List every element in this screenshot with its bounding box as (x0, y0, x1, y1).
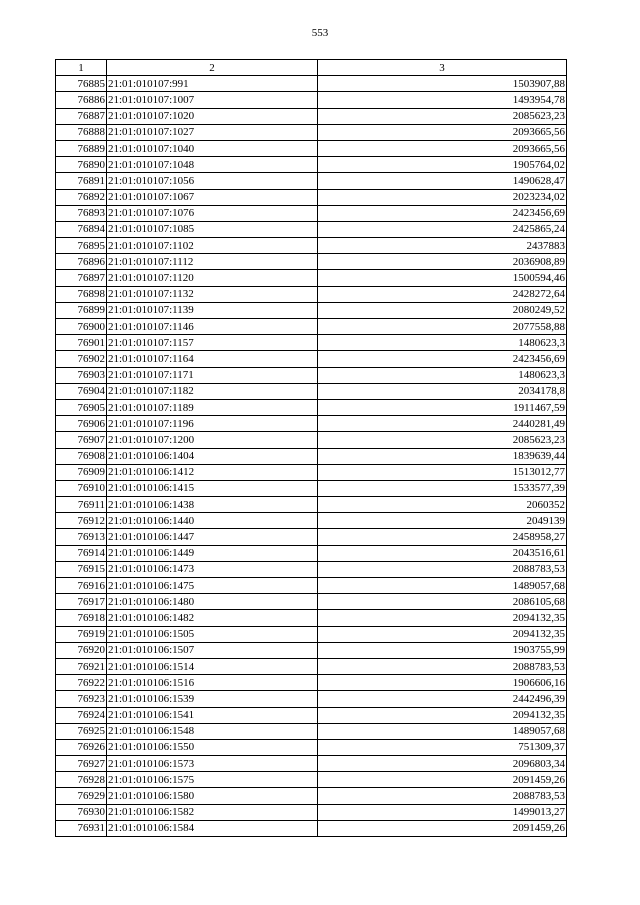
value-cell: 751309,37 (318, 739, 567, 755)
value-cell: 2094132,35 (318, 707, 567, 723)
table-row (56, 319, 567, 335)
cadastral-number-cell: 21:01:010106:1482 (107, 610, 318, 626)
value-cell: 1489057,68 (318, 723, 567, 739)
row-number-cell: 76919 (56, 626, 107, 642)
row-number-cell: 76896 (56, 254, 107, 270)
table-row (56, 351, 567, 367)
cadastral-number-cell: 21:01:010107:1157 (107, 335, 318, 351)
value-cell: 1480623,3 (318, 367, 567, 383)
row-number-cell: 76904 (56, 383, 107, 399)
table-row (56, 399, 567, 415)
cadastral-number-cell: 21:01:010107:1027 (107, 124, 318, 140)
cadastral-number-cell: 21:01:010106:1550 (107, 739, 318, 755)
value-cell: 2088783,53 (318, 658, 567, 674)
row-number-cell: 76901 (56, 335, 107, 351)
row-number-cell: 76914 (56, 545, 107, 561)
table-header-row (56, 60, 567, 76)
row-number-cell: 76909 (56, 464, 107, 480)
cadastral-number-cell: 21:01:010106:1548 (107, 723, 318, 739)
row-number-cell: 76894 (56, 221, 107, 237)
cadastral-number-cell: 21:01:010106:1480 (107, 594, 318, 610)
table-row (56, 578, 567, 594)
row-number-cell: 76887 (56, 108, 107, 124)
row-number-cell: 76911 (56, 497, 107, 513)
value-cell: 2423456,69 (318, 351, 567, 367)
row-number-cell: 76892 (56, 189, 107, 205)
value-cell: 2077558,88 (318, 319, 567, 335)
value-cell: 2437883 (318, 238, 567, 254)
table-row (56, 270, 567, 286)
table-row (56, 157, 567, 173)
cadastral-number-cell: 21:01:010107:1085 (107, 221, 318, 237)
value-cell: 2093665,56 (318, 124, 567, 140)
row-number-cell: 76917 (56, 594, 107, 610)
value-cell: 1905764,02 (318, 157, 567, 173)
value-cell: 1480623,3 (318, 335, 567, 351)
row-number-cell: 76897 (56, 270, 107, 286)
value-cell: 1503907,88 (318, 76, 567, 92)
value-cell: 2091459,26 (318, 772, 567, 788)
value-cell: 2428272,64 (318, 286, 567, 302)
row-number-cell: 76920 (56, 642, 107, 658)
table-row (56, 739, 567, 755)
value-cell: 2458958,27 (318, 529, 567, 545)
row-number-cell: 76890 (56, 157, 107, 173)
row-number-cell: 76891 (56, 173, 107, 189)
value-cell: 2043516,61 (318, 545, 567, 561)
table-row (56, 76, 567, 92)
row-number-cell: 76921 (56, 658, 107, 674)
table-row (56, 254, 567, 270)
row-number-cell: 76908 (56, 448, 107, 464)
table-row (56, 529, 567, 545)
value-cell: 1500594,46 (318, 270, 567, 286)
data-table (55, 59, 567, 837)
row-number-cell: 76931 (56, 820, 107, 836)
cadastral-number-cell: 21:01:010106:1575 (107, 772, 318, 788)
value-cell: 2088783,53 (318, 561, 567, 577)
table-row (56, 594, 567, 610)
cadastral-number-cell: 21:01:010107:1200 (107, 432, 318, 448)
row-number-cell: 76916 (56, 578, 107, 594)
cadastral-number-cell: 21:01:010106:1507 (107, 642, 318, 658)
row-number-cell: 76899 (56, 302, 107, 318)
cadastral-number-cell: 21:01:010106:1438 (107, 497, 318, 513)
value-cell: 1903755,99 (318, 642, 567, 658)
cadastral-number-cell: 21:01:010107:1056 (107, 173, 318, 189)
cadastral-number-cell: 21:01:010107:1040 (107, 140, 318, 156)
row-number-cell: 76885 (56, 76, 107, 92)
column-header-3: 3 (318, 60, 567, 76)
table-row (56, 92, 567, 108)
cadastral-number-cell: 21:01:010106:1447 (107, 529, 318, 545)
value-cell: 2091459,26 (318, 820, 567, 836)
table-row (56, 286, 567, 302)
value-cell: 2085623,23 (318, 108, 567, 124)
cadastral-number-cell: 21:01:010107:1146 (107, 319, 318, 335)
cadastral-number-cell: 21:01:010107:1132 (107, 286, 318, 302)
row-number-cell: 76923 (56, 691, 107, 707)
value-cell: 2086105,68 (318, 594, 567, 610)
table-row (56, 448, 567, 464)
cadastral-number-cell: 21:01:010107:1102 (107, 238, 318, 254)
cadastral-number-cell: 21:01:010107:1120 (107, 270, 318, 286)
table-row (56, 189, 567, 205)
table-row (56, 772, 567, 788)
table-row (56, 480, 567, 496)
cadastral-number-cell: 21:01:010107:1007 (107, 92, 318, 108)
table-row (56, 416, 567, 432)
table-row (56, 238, 567, 254)
value-cell: 2440281,49 (318, 416, 567, 432)
row-number-cell: 76910 (56, 480, 107, 496)
table-row (56, 804, 567, 820)
column-header-2: 2 (107, 60, 318, 76)
cadastral-number-cell: 21:01:010106:1516 (107, 675, 318, 691)
table-row (56, 610, 567, 626)
value-cell: 2085623,23 (318, 432, 567, 448)
cadastral-number-cell: 21:01:010106:1514 (107, 658, 318, 674)
table-row (56, 464, 567, 480)
table-row (56, 335, 567, 351)
cadastral-number-cell: 21:01:010107:1048 (107, 157, 318, 173)
cadastral-number-cell: 21:01:010106:1473 (107, 561, 318, 577)
table-row (56, 756, 567, 772)
value-cell: 2442496,39 (318, 691, 567, 707)
cadastral-number-cell: 21:01:010106:1580 (107, 788, 318, 804)
row-number-cell: 76905 (56, 399, 107, 415)
table-body (56, 76, 567, 837)
row-number-cell: 76889 (56, 140, 107, 156)
row-number-cell: 76902 (56, 351, 107, 367)
table-row (56, 140, 567, 156)
value-cell: 2096803,34 (318, 756, 567, 772)
value-cell: 1839639,44 (318, 448, 567, 464)
value-cell: 1493954,78 (318, 92, 567, 108)
row-number-cell: 76927 (56, 756, 107, 772)
cadastral-number-cell: 21:01:010107:1112 (107, 254, 318, 270)
value-cell: 1489057,68 (318, 578, 567, 594)
table-row (56, 302, 567, 318)
cadastral-number-cell: 21:01:010107:1196 (107, 416, 318, 432)
cadastral-number-cell: 21:01:010107:1076 (107, 205, 318, 221)
table-row (56, 691, 567, 707)
value-cell: 2023234,02 (318, 189, 567, 205)
table-row (56, 513, 567, 529)
row-number-cell: 76903 (56, 367, 107, 383)
table-row (56, 788, 567, 804)
value-cell: 2088783,53 (318, 788, 567, 804)
row-number-cell: 76929 (56, 788, 107, 804)
cadastral-number-cell: 21:01:010106:1582 (107, 804, 318, 820)
row-number-cell: 76912 (56, 513, 107, 529)
cadastral-number-cell: 21:01:010106:1475 (107, 578, 318, 594)
cadastral-number-cell: 21:01:010106:1415 (107, 480, 318, 496)
cadastral-number-cell: 21:01:010106:1404 (107, 448, 318, 464)
row-number-cell: 76893 (56, 205, 107, 221)
row-number-cell: 76924 (56, 707, 107, 723)
value-cell: 1490628,47 (318, 173, 567, 189)
page-number: 553 (311, 27, 329, 39)
value-cell: 1499013,27 (318, 804, 567, 820)
row-number-cell: 76922 (56, 675, 107, 691)
row-number-cell: 76906 (56, 416, 107, 432)
table-row (56, 642, 567, 658)
value-cell: 2036908,89 (318, 254, 567, 270)
row-number-cell: 76926 (56, 739, 107, 755)
cadastral-number-cell: 21:01:010107:1171 (107, 367, 318, 383)
table-row (56, 108, 567, 124)
cadastral-number-cell: 21:01:010106:1573 (107, 756, 318, 772)
value-cell: 2425865,24 (318, 221, 567, 237)
table-row (56, 545, 567, 561)
table-row (56, 383, 567, 399)
row-number-cell: 76886 (56, 92, 107, 108)
table-row (56, 820, 567, 836)
cadastral-number-cell: 21:01:010107:1164 (107, 351, 318, 367)
value-cell: 2060352 (318, 497, 567, 513)
row-number-cell: 76907 (56, 432, 107, 448)
row-number-cell: 76928 (56, 772, 107, 788)
cadastral-number-cell: 21:01:010106:1505 (107, 626, 318, 642)
table-row (56, 497, 567, 513)
row-number-cell: 76913 (56, 529, 107, 545)
row-number-cell: 76930 (56, 804, 107, 820)
value-cell: 2034178,8 (318, 383, 567, 399)
value-cell: 2423456,69 (318, 205, 567, 221)
table-row (56, 173, 567, 189)
row-number-cell: 76900 (56, 319, 107, 335)
cadastral-number-cell: 21:01:010107:1067 (107, 189, 318, 205)
value-cell: 2093665,56 (318, 140, 567, 156)
cadastral-number-cell: 21:01:010106:1449 (107, 545, 318, 561)
table-row (56, 707, 567, 723)
cadastral-number-cell: 21:01:010106:1584 (107, 820, 318, 836)
value-cell: 1906606,16 (318, 675, 567, 691)
value-cell: 2094132,35 (318, 610, 567, 626)
table-row (56, 626, 567, 642)
row-number-cell: 76888 (56, 124, 107, 140)
table-row (56, 432, 567, 448)
cadastral-number-cell: 21:01:010106:1539 (107, 691, 318, 707)
value-cell: 1533577,39 (318, 480, 567, 496)
table-row (56, 124, 567, 140)
cadastral-number-cell: 21:01:010107:1020 (107, 108, 318, 124)
value-cell: 2049139 (318, 513, 567, 529)
table-row (56, 658, 567, 674)
value-cell: 1911467,59 (318, 399, 567, 415)
value-cell: 2080249,52 (318, 302, 567, 318)
cadastral-number-cell: 21:01:010107:1139 (107, 302, 318, 318)
row-number-cell: 76895 (56, 238, 107, 254)
cadastral-number-cell: 21:01:010107:1189 (107, 399, 318, 415)
cadastral-number-cell: 21:01:010106:1440 (107, 513, 318, 529)
row-number-cell: 76898 (56, 286, 107, 302)
column-header-1: 1 (56, 60, 107, 76)
value-cell: 1513012,77 (318, 464, 567, 480)
table-row (56, 205, 567, 221)
table-row (56, 221, 567, 237)
cadastral-number-cell: 21:01:010106:1541 (107, 707, 318, 723)
cadastral-number-cell: 21:01:010106:1412 (107, 464, 318, 480)
row-number-cell: 76915 (56, 561, 107, 577)
cadastral-number-cell: 21:01:010107:991 (107, 76, 318, 92)
table-row (56, 367, 567, 383)
value-cell: 2094132,35 (318, 626, 567, 642)
table-row (56, 723, 567, 739)
table-row (56, 561, 567, 577)
row-number-cell: 76925 (56, 723, 107, 739)
cadastral-number-cell: 21:01:010107:1182 (107, 383, 318, 399)
table-row (56, 675, 567, 691)
row-number-cell: 76918 (56, 610, 107, 626)
